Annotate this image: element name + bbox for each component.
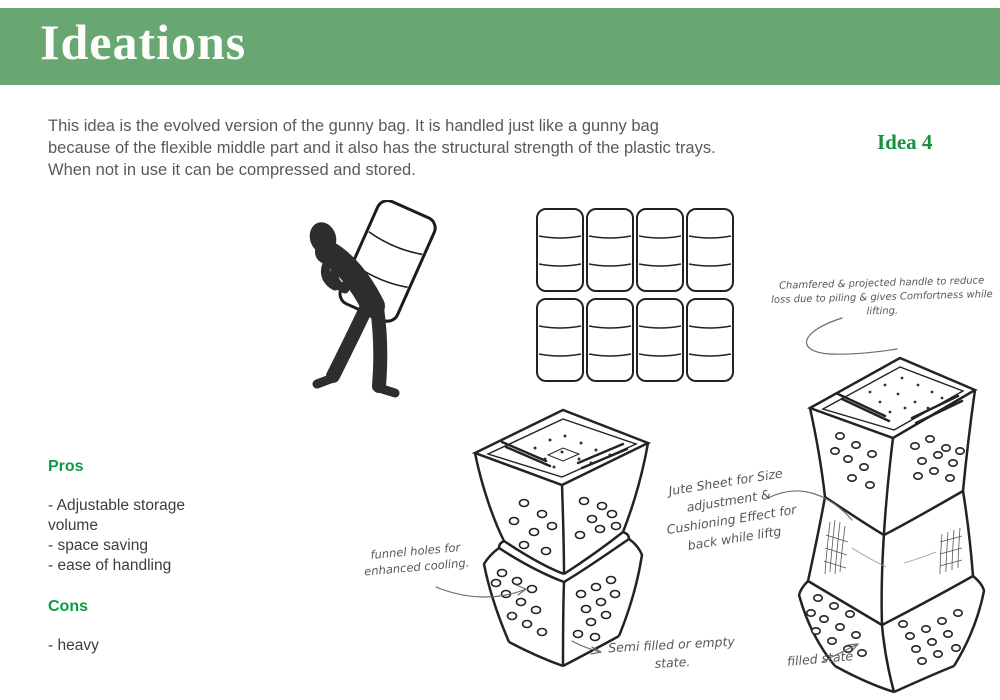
cons-heading: Cons [48,598,88,615]
pros-heading: Pros [48,458,84,475]
person-carrying-bag-sketch [293,200,448,405]
idea-number-label: Idea 4 [877,130,933,154]
filled-container-drawing [790,330,995,695]
semi-filled-annotation: Semi filled or empty state. [607,633,736,671]
cons-item: - heavy [48,637,99,654]
page-title: Ideations [40,14,247,70]
semi-filled-container-drawing [450,393,665,675]
pros-item: - ease of handling [48,557,172,574]
quilted-mat-drawing [533,203,738,388]
pros-item: - space saving [48,537,148,554]
jute-sheet-annotation: Jute Sheet for Size adjustment & Cushioning Effect for back while liftg [665,465,798,553]
handle-annotation: Chamfered & projected handle to reduce loss due to piling & gives Comfortness while lifting. [771,275,993,318]
pros-item: - Adjustable storage volume [48,497,186,534]
semi-filled-container-sketch [450,393,665,675]
pros-section [48,458,233,576]
quilted-mat-sketch [533,203,738,388]
filled-state-annotation: filled state [786,648,854,669]
filled-container-sketch [790,330,995,695]
person-carrying-bag-drawing [293,200,448,405]
idea-description: This idea is the evolved version of the gunny bag. It is handled just like a gunny bag because of the flexible middle part and it also has the structural strength of the plastic trays. When not in use it can be compressed and stored. [48,117,716,179]
cons-section [48,598,233,656]
funnel-holes-annotation: funnel holes for enhanced cooling. [363,540,470,579]
